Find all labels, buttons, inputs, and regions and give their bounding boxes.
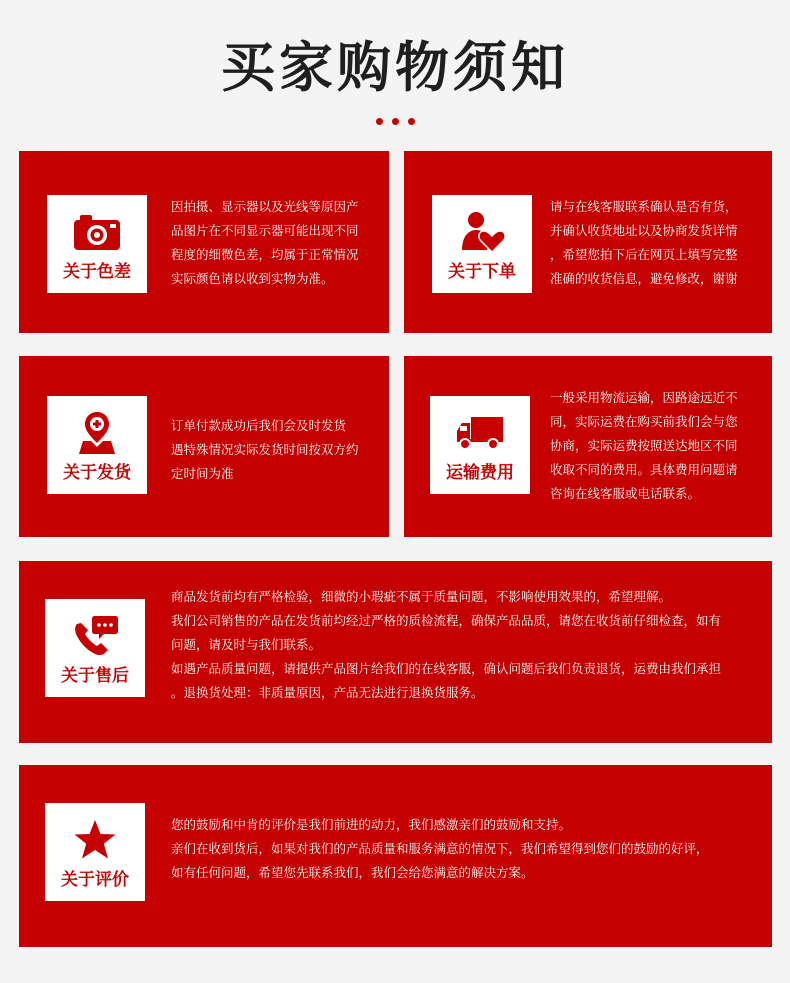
truck-icon [455, 410, 505, 456]
card-ordering [404, 151, 772, 333]
text-line: 订单付款成功后我们会及时发货 [171, 418, 347, 433]
badge-label: 关于色差 [63, 262, 131, 282]
card-text [171, 414, 383, 486]
text-line: 如遇产品质量问题，请提供产品图片给我们的在线客服，确认问题后我们负责退货，运费由我们承担 [171, 661, 722, 676]
phone-chat-icon [70, 613, 120, 659]
text-line: 您的鼓励和中肯的评价是我们前进的动力，我们感激亲们的鼓励和支持。 [171, 817, 572, 832]
text-line: ，希望您拍下后在网页上填写完整 [550, 247, 738, 262]
text-line: 协商，实际运费按照送达地区不同 [550, 438, 738, 453]
text-line: 定时间为准 [171, 466, 234, 481]
text-line: 并确认收货地址以及协商发货详情 [550, 223, 738, 238]
card-after-sales [19, 561, 772, 743]
badge-color-difference [47, 195, 147, 293]
text-line: 同，实际运费在购买前我们会与您 [550, 414, 738, 429]
text-line: 遇特殊情况实际发货时间按双方约 [171, 442, 359, 457]
text-line: 品图片在不同显示器可能出现不同 [171, 223, 359, 238]
card-text [171, 195, 381, 291]
card-text [171, 585, 767, 705]
badge-label: 关于下单 [448, 262, 516, 282]
badge-review [45, 803, 145, 901]
card-text [550, 386, 766, 506]
card-text [171, 813, 767, 885]
text-line: 亲们在收到货后，如果对我们的产品质量和服务满意的情况下，我们希望得到您们的鼓励的好评， [171, 841, 709, 856]
title-divider-dots [0, 118, 790, 125]
card-text [550, 195, 766, 291]
page-title: 买家购物须知 [221, 36, 569, 99]
text-line: 收取不同的费用。具体费用问题请 [550, 462, 738, 477]
badge-after-sales [45, 599, 145, 697]
text-line: 商品发货前均有严格检验，细微的小瑕疵不属于质量问题，不影响使用效果的，希望理解。 [171, 589, 672, 604]
camera-icon [72, 209, 122, 255]
text-line: 。退换货处理：非质量原因，产品无法进行退换货服务。 [171, 685, 484, 700]
badge-ordering [432, 195, 532, 293]
badge-shipping [47, 396, 147, 494]
user-heart-icon [457, 209, 507, 255]
text-line: 请与在线客服联系确认是否有货， [550, 199, 738, 214]
card-color-difference [19, 151, 389, 333]
text-line: 咨询在线客服或电话联系。 [550, 486, 701, 501]
text-line: 实际颜色请以收到实物为准。 [171, 271, 334, 286]
text-line: 因拍摄、显示器以及光线等原因产 [171, 199, 359, 214]
badge-label: 关于售后 [61, 666, 129, 686]
text-line: 如有任何问题，希望您先联系我们，我们会给您满意的解决方案。 [171, 865, 534, 880]
text-line: 一般采用物流运输，因路途远近不 [550, 390, 738, 405]
text-line: 程度的细微色差，均属于正常情况 [171, 247, 359, 262]
card-shipping [19, 356, 389, 537]
badge-freight [430, 396, 530, 494]
badge-label: 关于发货 [63, 463, 131, 483]
location-pin-icon [72, 410, 122, 456]
text-line: 问题，请及时与我们联系。 [171, 637, 322, 652]
card-review [19, 765, 772, 947]
divider-dot [392, 118, 399, 125]
card-freight [404, 356, 772, 537]
badge-label: 关于评价 [61, 870, 129, 890]
badge-label: 运输费用 [446, 463, 514, 483]
text-line: 我们公司销售的产品在发货前均经过严格的质检流程，确保产品品质，请您在收货前仔细检查，如有 [171, 613, 722, 628]
divider-dot [408, 118, 415, 125]
divider-dot [376, 118, 383, 125]
text-line: 准确的收货信息，避免修改，谢谢 [550, 271, 738, 286]
star-icon [70, 817, 120, 863]
